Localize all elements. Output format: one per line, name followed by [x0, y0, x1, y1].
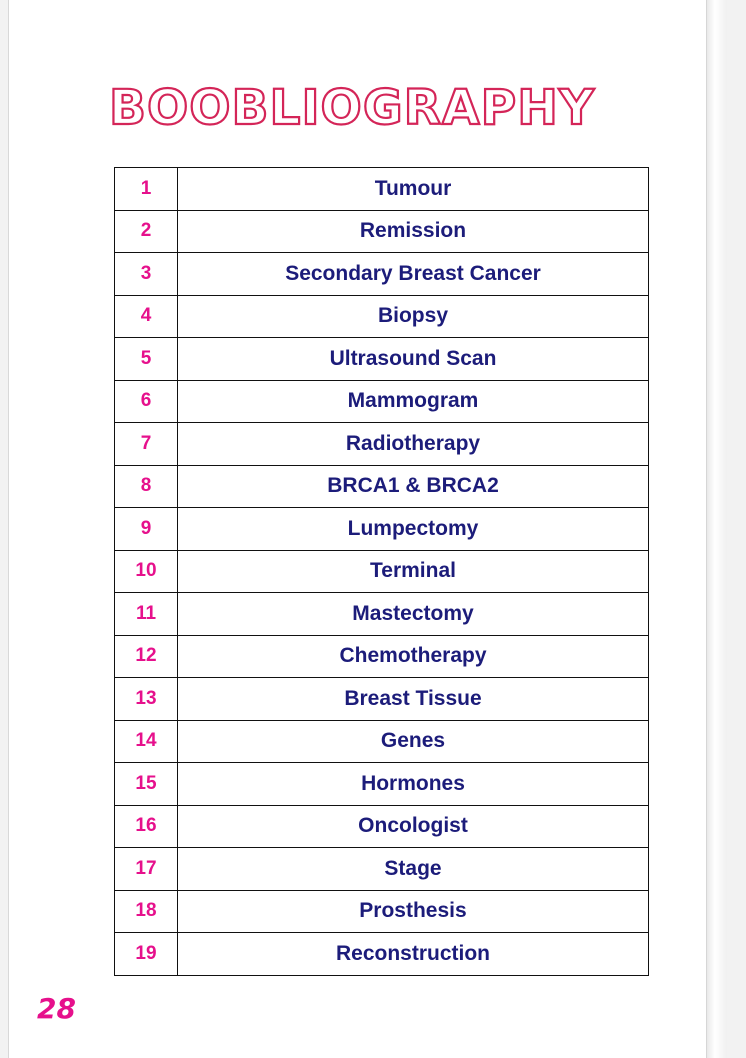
page-number: 28 — [37, 992, 76, 1025]
row-term: Biopsy — [178, 295, 649, 338]
row-term: Ultrasound Scan — [178, 338, 649, 381]
table-row — [115, 253, 649, 296]
row-number: 10 — [115, 550, 178, 593]
row-number: 8 — [115, 465, 178, 508]
table-row — [115, 593, 649, 636]
row-number: 17 — [115, 848, 178, 891]
table-row — [115, 635, 649, 678]
row-number: 19 — [115, 933, 178, 976]
row-term: Stage — [178, 848, 649, 891]
row-number: 14 — [115, 720, 178, 763]
row-term: Secondary Breast Cancer — [178, 253, 649, 296]
table-row — [115, 720, 649, 763]
row-number: 15 — [115, 763, 178, 806]
row-number: 12 — [115, 635, 178, 678]
row-number: 3 — [115, 253, 178, 296]
row-term: Breast Tissue — [178, 678, 649, 721]
row-number: 9 — [115, 508, 178, 551]
row-term: Prosthesis — [178, 890, 649, 933]
table-row — [115, 380, 649, 423]
row-number: 13 — [115, 678, 178, 721]
row-term: Hormones — [178, 763, 649, 806]
table-row — [115, 423, 649, 466]
table-row — [115, 678, 649, 721]
row-number: 1 — [115, 168, 178, 211]
table-row — [115, 210, 649, 253]
table-row — [115, 338, 649, 381]
table-row — [115, 168, 649, 211]
glossary-table — [114, 167, 649, 976]
table-row — [115, 550, 649, 593]
table-row — [115, 848, 649, 891]
document-page — [8, 0, 727, 1058]
row-term: Radiotherapy — [178, 423, 649, 466]
row-term: Oncologist — [178, 805, 649, 848]
table-row — [115, 508, 649, 551]
table-row — [115, 763, 649, 806]
row-number: 18 — [115, 890, 178, 933]
row-term: Mammogram — [178, 380, 649, 423]
row-term: Tumour — [178, 168, 649, 211]
row-number: 2 — [115, 210, 178, 253]
page-edge — [706, 0, 727, 1058]
glossary-table-body — [115, 168, 649, 976]
page-title — [105, 62, 625, 152]
table-row — [115, 890, 649, 933]
row-term: Lumpectomy — [178, 508, 649, 551]
row-term: Mastectomy — [178, 593, 649, 636]
row-term: Terminal — [178, 550, 649, 593]
row-number: 11 — [115, 593, 178, 636]
table-row — [115, 465, 649, 508]
page-title-text: BOOBLIOGRAPHY — [109, 80, 596, 136]
row-number: 7 — [115, 423, 178, 466]
row-number: 6 — [115, 380, 178, 423]
row-number: 16 — [115, 805, 178, 848]
table-row — [115, 933, 649, 976]
table-row — [115, 805, 649, 848]
row-term: Remission — [178, 210, 649, 253]
row-term: BRCA1 & BRCA2 — [178, 465, 649, 508]
table-row — [115, 295, 649, 338]
row-term: Chemotherapy — [178, 635, 649, 678]
row-term: Reconstruction — [178, 933, 649, 976]
row-number: 5 — [115, 338, 178, 381]
row-number: 4 — [115, 295, 178, 338]
row-term: Genes — [178, 720, 649, 763]
